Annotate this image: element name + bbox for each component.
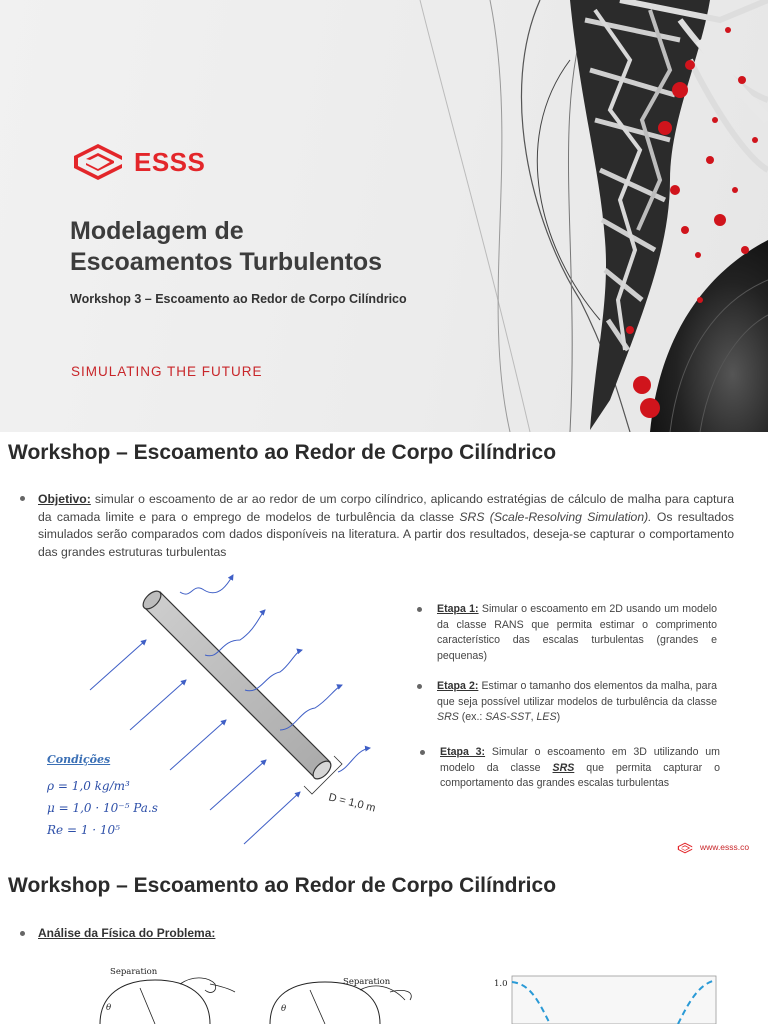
objective-italic: SRS (Scale-Resolving Simulation). xyxy=(459,509,652,524)
density-value: ρ = 1,0 kg/m³ xyxy=(47,779,130,793)
step-2-italic-c: LES xyxy=(536,711,557,723)
bullet-dot xyxy=(20,496,25,501)
theta-label-right: θ xyxy=(281,1004,287,1014)
step-2-italic-b: SAS-SST xyxy=(485,711,531,723)
cover-slide xyxy=(0,0,768,432)
separation-label-right: Separation xyxy=(343,977,391,987)
objective-paragraph xyxy=(38,491,734,561)
website-link[interactable]: www.esss.co xyxy=(700,842,750,852)
cover-title-line2: Escoamentos Turbulentos xyxy=(70,248,383,276)
cover-subtitle: Workshop 3 – Escoamento ao Redor de Corpo Cilíndrico xyxy=(70,292,407,306)
plot-axis-value: 1.0 xyxy=(494,979,508,989)
objective-text-1: simular o escoamento de ar ao redor de um corpo cilíndrico, aplicando estratégias de cálculo de malha para captura da camada limite e para o emprego de modelos de turbulência da classe xyxy=(38,492,734,524)
step-1 xyxy=(437,602,717,664)
separation-diagrams xyxy=(60,970,740,1024)
reynolds-value: Re = 1 · 10⁵ xyxy=(47,823,120,837)
bullet-dot xyxy=(417,684,422,689)
step-3 xyxy=(440,745,720,792)
objective-text-2: Os resultados simulados serão comparados com dados disponíveis na literatura. A partir dos resultados, deseja-se capturar o comportamento das grandes estruturas turbulentas xyxy=(38,509,734,559)
separation-label-left: Separation xyxy=(110,967,158,977)
workshop-slide xyxy=(0,432,768,858)
step-1-label: Etapa 1: xyxy=(437,603,479,615)
brand-name: ESSS xyxy=(134,146,206,177)
slide-title: Workshop – Escoamento ao Redor de Corpo Cilíndrico xyxy=(8,441,557,464)
conditions-box xyxy=(47,749,158,841)
conditions-heading: Condições xyxy=(47,753,111,766)
diameter-label: D = 1,0 m xyxy=(327,791,377,815)
theta-label-left: θ xyxy=(106,1003,112,1013)
step-3-text-b: que permita capturar o comportamento das grandes escalas turbulentas xyxy=(440,761,721,789)
cover-title xyxy=(70,216,382,278)
step-2-text-a: Estimar o tamanho dos elementos da malha, para que seja possível utilizar modelos de turbulência da classe xyxy=(437,680,717,708)
esss-small-logo-icon xyxy=(676,842,694,854)
step-3-label: Etapa 3: xyxy=(440,746,486,758)
cover-tagline: SIMULATING THE FUTURE xyxy=(71,364,263,379)
step-2-italic-a: SRS xyxy=(437,711,459,723)
step-1-text: Simular o escoamento em 2D usando um modelo da classe RANS que permita estimar o comprimento característico das escalas turbulentas (grandes e pequenas) xyxy=(437,603,717,662)
website-footer xyxy=(676,842,754,854)
esss-logo xyxy=(70,142,205,182)
step-2-text-d: ) xyxy=(556,711,561,723)
physics-slide xyxy=(0,858,768,1024)
slide-title: Workshop – Escoamento ao Redor de Corpo Cilíndrico xyxy=(8,874,557,897)
step-2-label: Etapa 2: xyxy=(437,680,479,692)
step-3-italic-bold: SRS xyxy=(552,761,575,774)
step-2-text-b: (ex.: xyxy=(458,711,486,723)
step-2-text-c: , xyxy=(530,711,537,723)
step-3-text-a: Simular o escoamento em 3D utilizando um modelo da classe xyxy=(440,746,720,774)
objective-label: Objetivo: xyxy=(38,492,91,506)
bullet-dot xyxy=(20,931,25,936)
turbulence-art-image xyxy=(380,0,768,432)
cover-title-line1: Modelagem de xyxy=(70,217,244,245)
bullet-dot xyxy=(420,750,425,755)
esss-logo-icon xyxy=(70,142,126,182)
viscosity-value: μ = 1,0 · 10⁻⁵ Pa.s xyxy=(47,801,158,815)
bullet-dot xyxy=(417,607,422,612)
analysis-heading: Análise da Física do Problema: xyxy=(38,926,216,940)
step-2 xyxy=(437,679,717,726)
